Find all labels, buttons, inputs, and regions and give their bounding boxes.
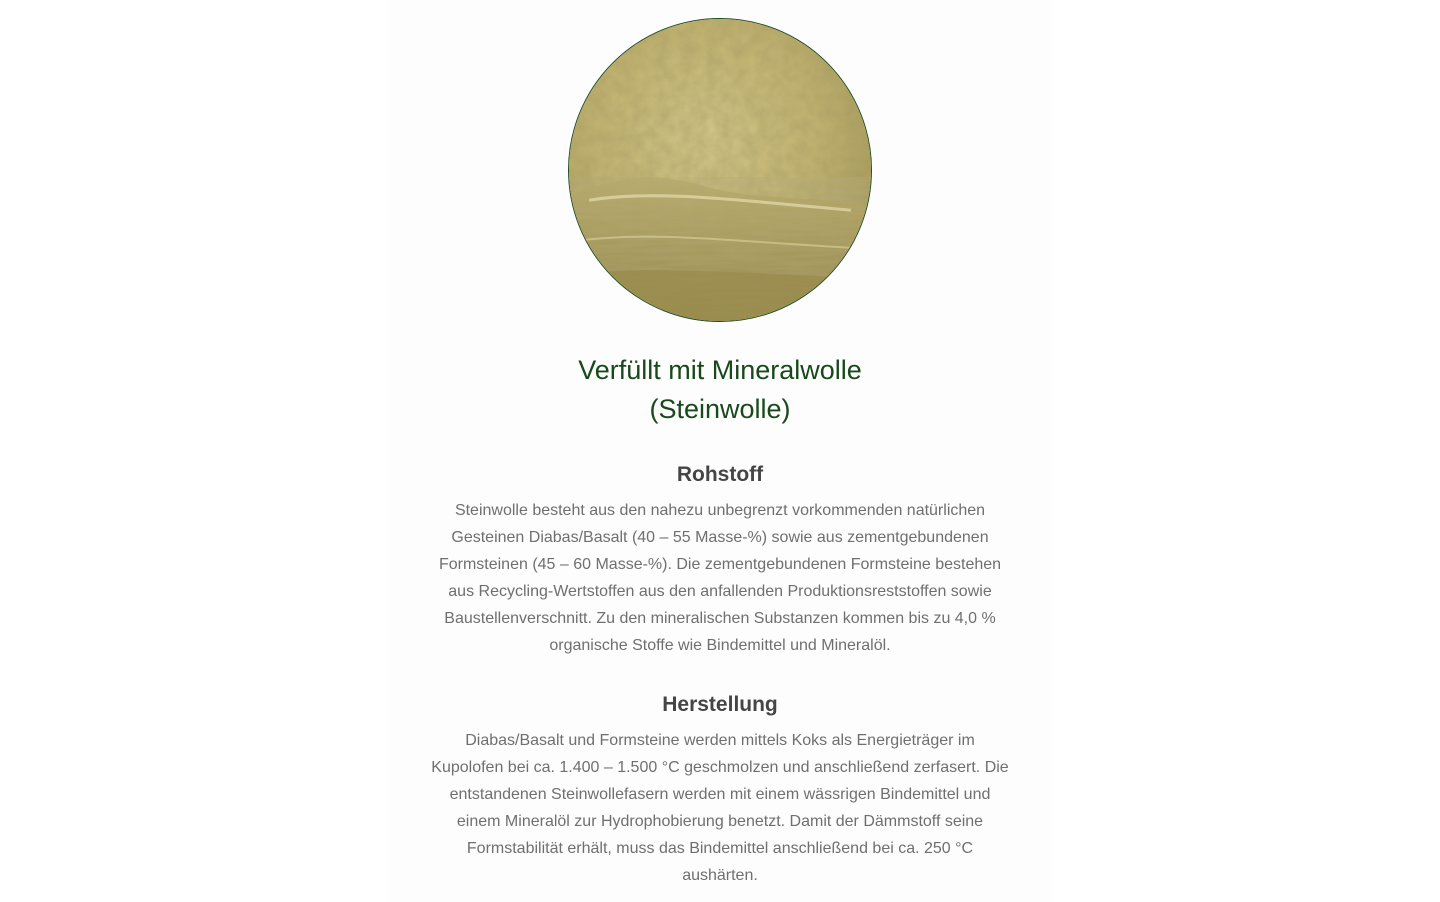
title-line-1: Verfüllt mit Mineralwolle: [578, 355, 862, 385]
mineral-wool-photo: [569, 19, 871, 321]
body-line: Formsteinen (45 – 60 Masse-%). Die zementgebundenen Formsteine bestehen: [438, 556, 1002, 573]
body-line: Kupolofen bei ca. 1.400 – 1.500 °C geschmolzen und anschließend zerfasert. Die: [431, 759, 1009, 776]
section-body-rohstoff: [410, 497, 1030, 659]
body-line: entstandenen Steinwollefasern werden mit einem wässrigen Bindemittel und: [449, 786, 991, 803]
body-line: Diabas/Basalt und Formsteine werden mittels Koks als Energieträger im: [465, 732, 975, 749]
section-body-herstellung: [410, 727, 1030, 889]
body-line: organische Stoffe wie Bindemittel und Mineralöl.: [549, 637, 891, 654]
title-line-2: (Steinwolle): [649, 394, 791, 424]
body-line: Baustellenverschnitt. Zu den mineralischen Substanzen kommen bis zu 4,0 %: [444, 610, 996, 627]
mineral-wool-image: [568, 18, 872, 322]
body-line: einem Mineralöl zur Hydrophobierung benetzt. Damit der Dämmstoff seine: [456, 813, 984, 830]
body-line: aus Recycling-Wertstoffen aus den anfallenden Produktionsreststoffen sowie: [448, 583, 992, 600]
page-title: [388, 351, 1052, 429]
body-line: Formstabilität erhält, muss das Bindemittel anschließend bei ca. 250 °C: [466, 840, 974, 857]
section-heading-herstellung: Herstellung: [662, 693, 778, 716]
section-heading-rohstoff: Rohstoff: [676, 463, 764, 486]
body-line: aushärten.: [682, 867, 758, 884]
body-line: Gesteinen Diabas/Basalt (40 – 55 Masse-%) sowie aus zementgebundenen: [451, 529, 989, 546]
body-line: Steinwolle besteht aus den nahezu unbegrenzt vorkommenden natürlichen: [454, 502, 986, 519]
